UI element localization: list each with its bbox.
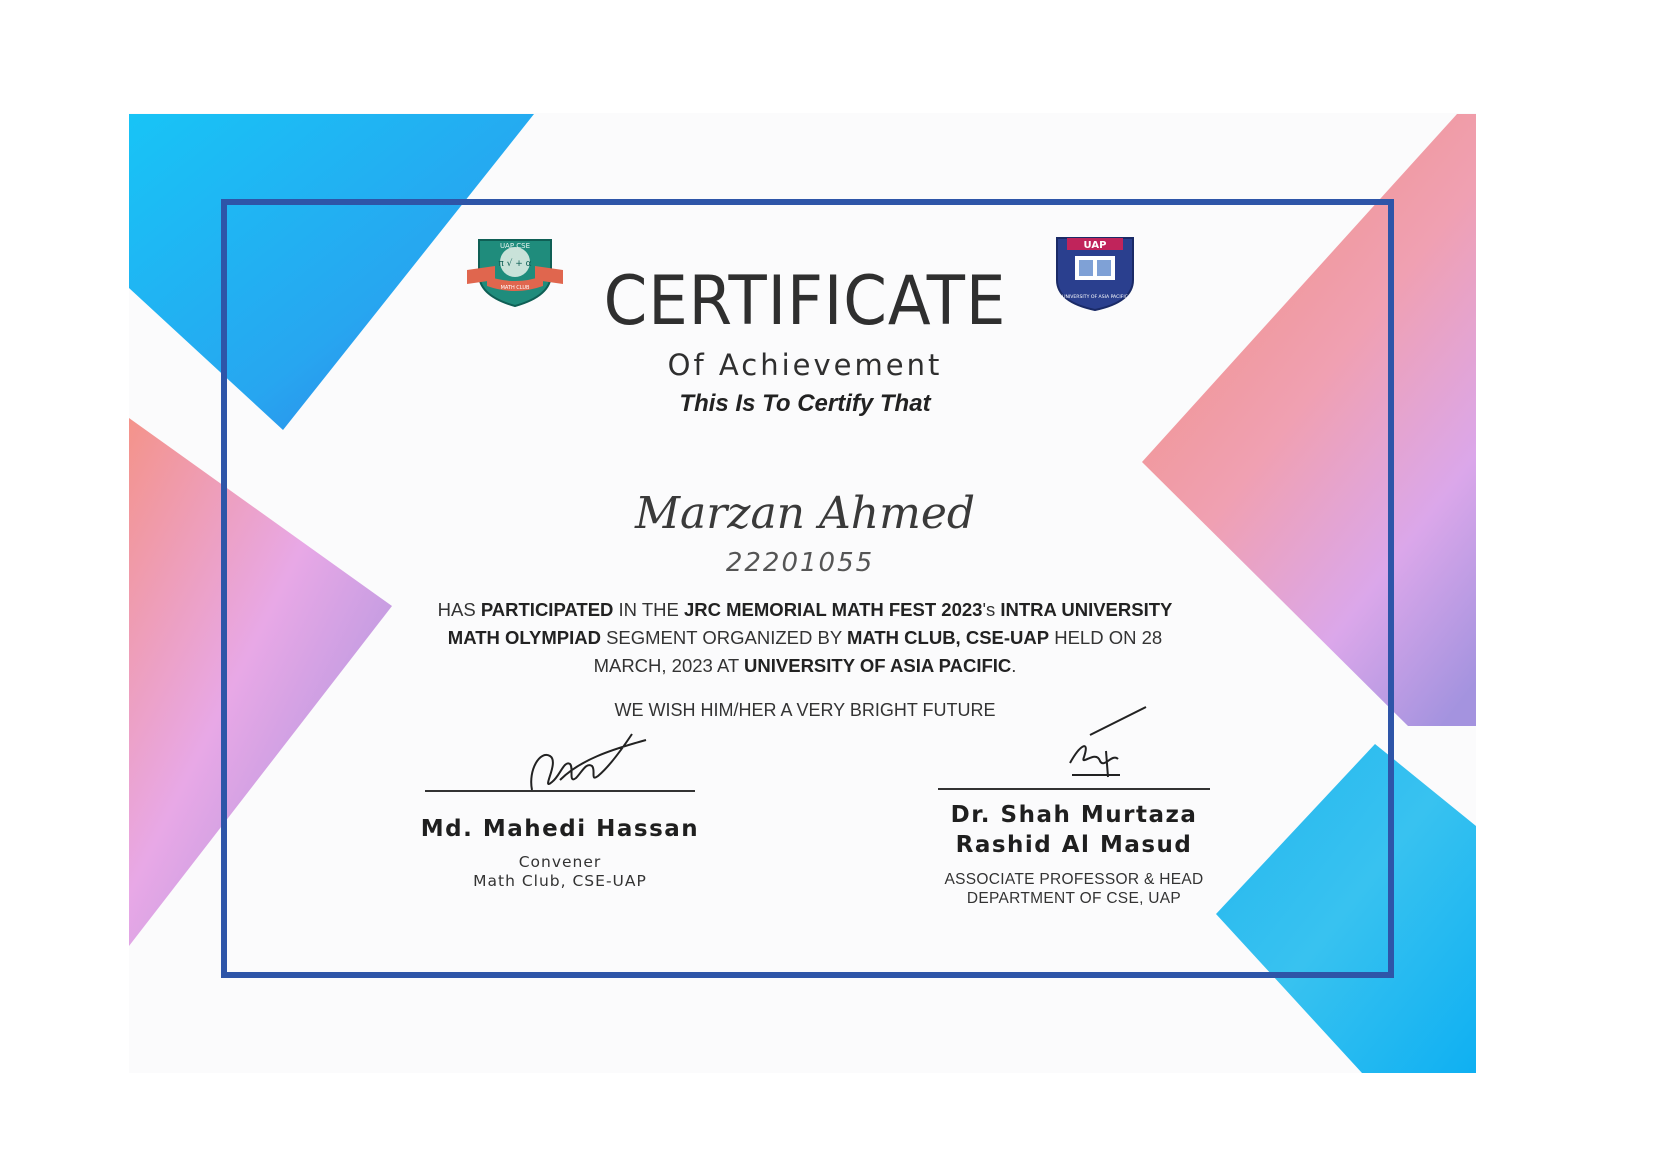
signature-line-left — [425, 790, 695, 792]
certificate-subtitle: Of Achievement — [667, 348, 943, 382]
signature-left-icon — [520, 720, 650, 800]
math-club-logo-icon — [465, 236, 565, 308]
signatory-left-name: Md. Mahedi Hassan — [420, 816, 700, 842]
svg-text:π √ + α: π √ + α — [498, 259, 532, 269]
recipient-id: 22201055 — [725, 548, 875, 578]
certify-line: This Is To Certify That — [679, 390, 931, 417]
svg-text:UAP: UAP — [1083, 240, 1107, 251]
signatory-left-role: Convener Math Club, CSE-UAP — [473, 853, 647, 890]
recipient-name: Marzan Ahmed — [634, 488, 976, 539]
uap-logo-icon — [1051, 236, 1139, 312]
signatory-right-name: Dr. Shah Murtaza Rashid Al Masud — [950, 802, 1198, 858]
certificate-body-text: HAS PARTICIPATED IN THE JRC MEMORIAL MATH FEST 2023's INTRA UNIVERSITY MATH OLYMPIAD SEGMENT ORGANIZED BY MATH CLUB, CSE-UAP HELD ON 28 MARCH, 2023 AT UNIVERSITY OF ASIA PACIFIC. — [437, 599, 1173, 676]
signatory-right-role: ASSOCIATE PROFESSOR & HEAD DEPARTMENT OF CSE, UAP — [944, 871, 1204, 907]
signature-right-icon — [1050, 705, 1160, 785]
signature-line-right — [938, 788, 1210, 790]
svg-text:UAP CSE: UAP CSE — [499, 242, 531, 250]
wish-line: WE WISH HIM/HER A VERY BRIGHT FUTURE — [614, 700, 996, 720]
svg-text:UNIVERSITY OF ASIA PACIFIC: UNIVERSITY OF ASIA PACIFIC — [1062, 295, 1128, 300]
certificate-title: CERTIFICATE — [603, 262, 1007, 341]
svg-text:MATH CLUB: MATH CLUB — [500, 285, 530, 291]
